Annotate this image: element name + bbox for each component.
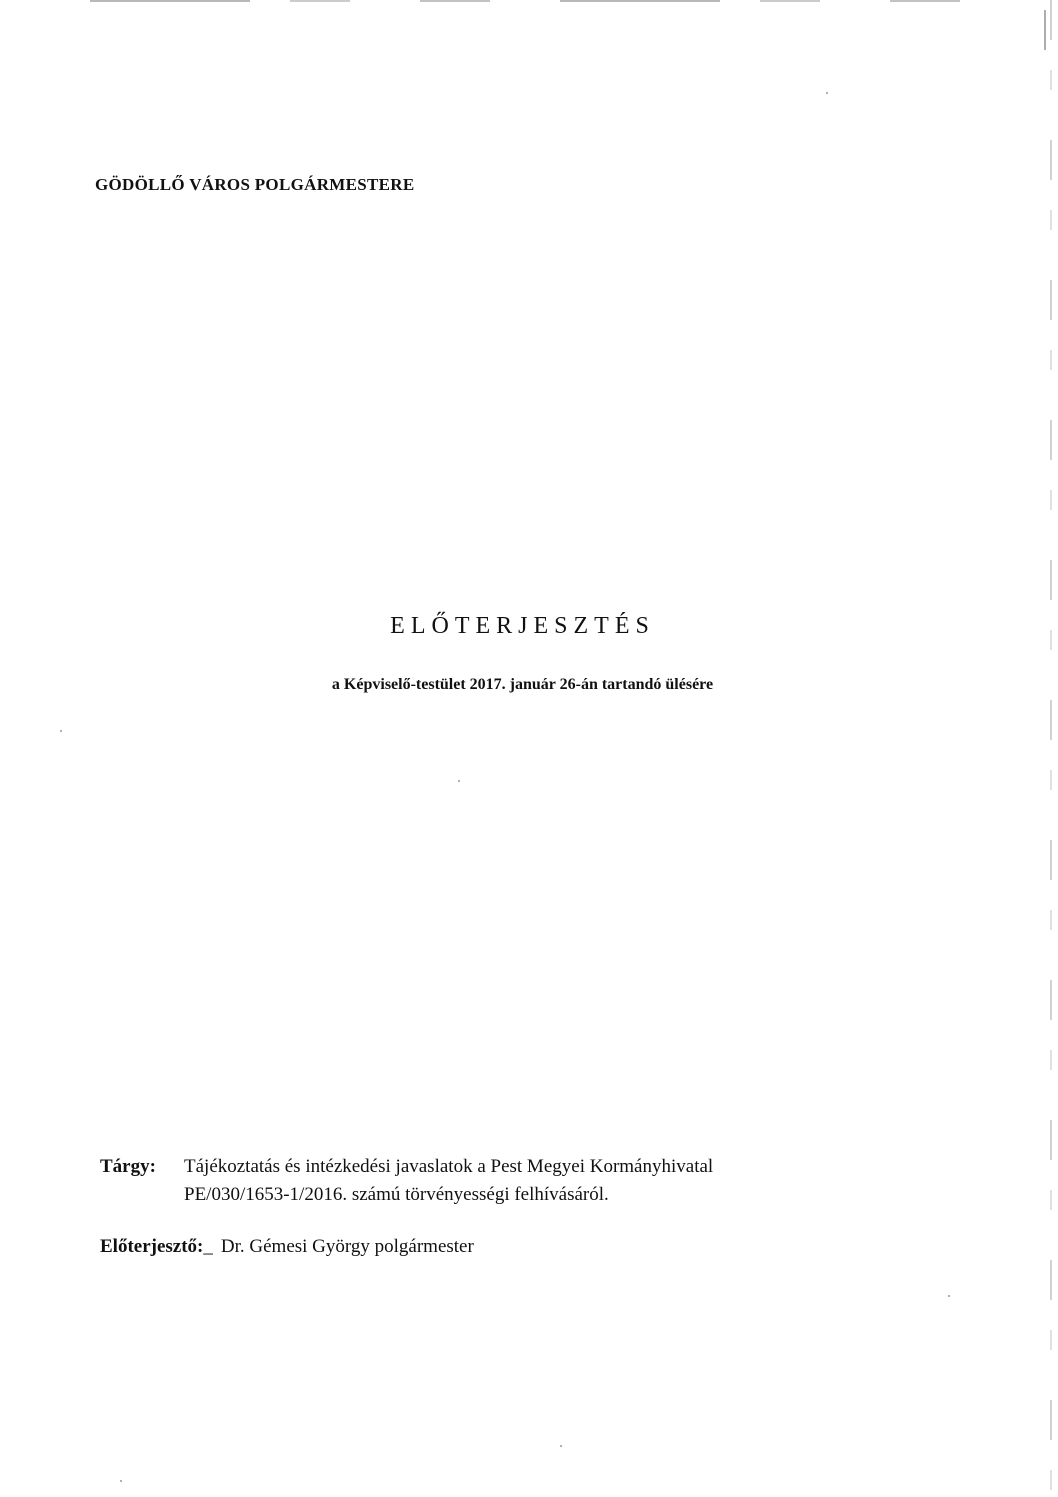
document-subheading: a Képviselő-testület 2017. január 26-án tartandó ülésére bbox=[331, 676, 714, 693]
scan-speck bbox=[948, 1295, 950, 1297]
scan-artifact-top bbox=[90, 0, 980, 2]
scan-speck bbox=[60, 730, 62, 732]
scan-artifact-right-edge bbox=[1050, 0, 1052, 1497]
scan-speck bbox=[458, 780, 460, 782]
subject-line-1: Tájékoztatás és intézkedési javaslatok a Pest Megyei Kormányhivatal bbox=[184, 1156, 714, 1177]
presenter-separator: _ bbox=[203, 1236, 213, 1257]
org-title: GÖDÖLLŐ VÁROS POLGÁRMESTERE bbox=[95, 175, 415, 194]
subject-block bbox=[100, 1153, 960, 1209]
scan-speck bbox=[560, 1445, 562, 1447]
presenter-label: Előterjesztő: bbox=[100, 1236, 204, 1257]
document-heading: ELŐTERJESZTÉS bbox=[390, 613, 655, 639]
scan-artifact-right-tick bbox=[1044, 10, 1046, 50]
subject-line-2: PE/030/1653-1/2016. számú törvényességi felhívásáról. bbox=[184, 1184, 609, 1205]
presenter-line bbox=[100, 1236, 474, 1258]
subject-label: Tárgy: bbox=[100, 1156, 156, 1177]
subject-text bbox=[184, 1153, 924, 1209]
scan-speck bbox=[826, 92, 828, 94]
scan-speck bbox=[120, 1480, 122, 1482]
presenter-name: Dr. Gémesi György polgármester bbox=[220, 1236, 474, 1257]
